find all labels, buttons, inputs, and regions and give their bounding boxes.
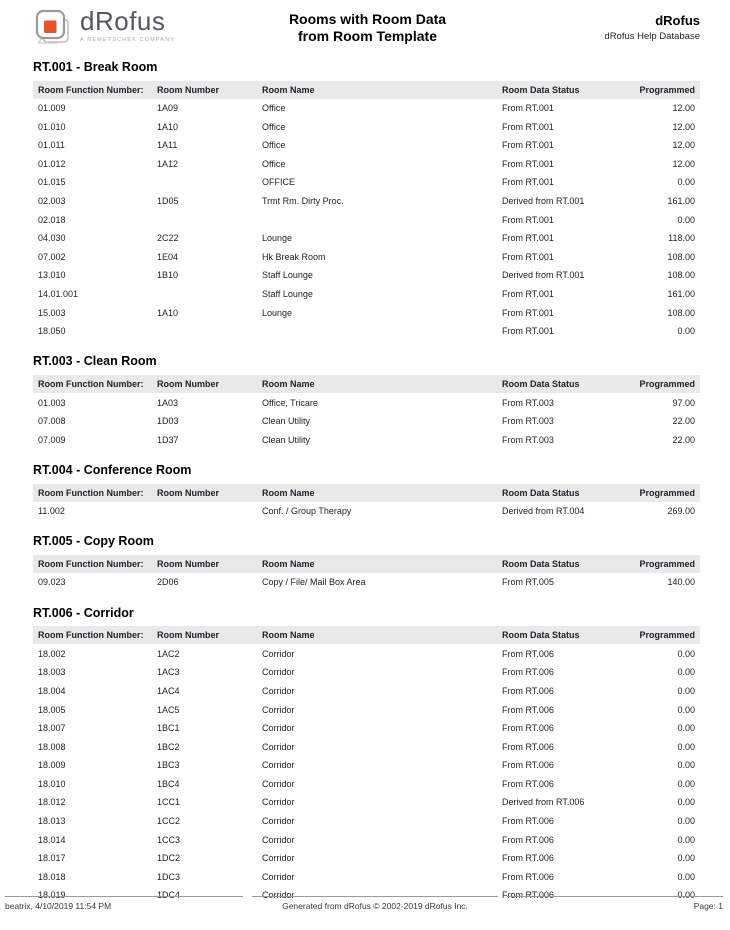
cell-room-number: 1B10 [157,270,179,281]
cell-room-data-status: From RT.006 [502,778,554,789]
cell-programmed: 12.00 [672,140,695,151]
cell-room-name: Lounge [262,233,293,244]
cell-room-number: 1CC1 [157,797,181,808]
table-row [33,573,700,592]
cell-room-number [152,210,257,229]
table-row [33,155,700,174]
table-row [33,266,700,285]
room-template-section [33,607,700,905]
cell-room-name: Corridor [262,778,295,789]
table-row [33,812,700,831]
cell-room-name: Copy / File/ Mail Box Area [262,577,366,588]
cell-room-name: Office, Tricare [262,397,318,408]
cell-room-data-status: From RT.001 [502,251,554,262]
cell-room-data-status: From RT.006 [502,704,554,715]
table-row [33,849,700,868]
database-brand: dRofus [655,13,700,28]
cell-programmed: 161.00 [667,196,695,207]
table-row [33,285,700,304]
table-row [33,248,700,267]
cell-room-number: 2C22 [157,233,179,244]
rooms-table [33,626,700,904]
table-row [33,173,700,192]
cell-room-function-number: 07.008 [38,416,66,427]
cell-programmed: 0.00 [677,760,695,771]
table-header-row [33,555,700,573]
table-row [33,322,700,341]
cell-room-function-number: 02.018 [38,214,66,225]
table-header-row [33,375,700,393]
table-row [33,663,700,682]
report-footer [5,896,723,911]
footer-generated-text: Generated from dRofus © 2002-2019 dRofus Inc. [252,896,499,911]
cell-programmed: 12.00 [672,103,695,114]
cell-room-data-status: From RT.006 [502,816,554,827]
cell-programmed: 0.00 [677,741,695,752]
table-row [33,502,700,521]
room-template-section [33,535,700,591]
table-row [33,412,700,431]
column-header: Room Function Number: [33,555,152,573]
cell-programmed: 12.00 [672,158,695,169]
section-title: RT.003 - Clean Room [33,354,157,369]
cell-room-name: Staff Lounge [262,288,313,299]
cell-room-name: Conf. / Group Therapy [262,506,352,517]
rooms-table [33,555,700,592]
cell-room-number: 1BC2 [157,741,180,752]
table-row [33,830,700,849]
cell-room-function-number: 01.012 [38,158,66,169]
cell-programmed: 161.00 [667,288,695,299]
cell-room-number: 1BC4 [157,778,180,789]
cell-room-number: 2D06 [157,577,179,588]
section-title: RT.006 - Corridor [33,605,134,620]
cell-programmed: 0.00 [677,816,695,827]
column-header: Room Function Number: [33,626,152,644]
column-header: Room Name [257,555,497,573]
cell-room-data-status: From RT.001 [502,326,554,337]
cell-room-data-status: From RT.001 [502,140,554,151]
cell-room-number: 1D05 [157,196,179,207]
logo [35,8,289,46]
cell-room-function-number: 18.010 [38,778,66,789]
table-row [33,719,700,738]
column-header: Programmed [630,484,700,502]
room-template-section [33,355,700,449]
cell-room-data-status: From RT.006 [502,760,554,771]
cell-room-name: Corridor [262,871,295,882]
cell-room-function-number: 18.018 [38,871,66,882]
table-row [33,117,700,136]
cell-room-function-number: 18.050 [38,326,66,337]
cell-room-function-number: 18.012 [38,797,66,808]
cell-room-number [152,322,257,341]
column-header: Room Number [152,484,257,502]
cell-room-number: 1AC3 [157,667,180,678]
cell-programmed: 0.00 [677,853,695,864]
cell-room-function-number: 18.008 [38,741,66,752]
cell-room-name: Corridor [262,816,295,827]
cell-room-name: Office [262,158,286,169]
cell-programmed: 0.00 [677,704,695,715]
cell-programmed: 12.00 [672,121,695,132]
cell-room-data-status: Derived from RT.001 [502,196,585,207]
cell-programmed: 0.00 [677,177,695,188]
table-row [33,430,700,449]
table-row [33,210,700,229]
room-template-section [33,464,700,520]
column-header: Room Name [257,626,497,644]
cell-room-data-status: Derived from RT.004 [502,506,585,517]
cell-programmed: 0.00 [677,685,695,696]
cell-programmed: 0.00 [677,778,695,789]
cell-room-data-status: From RT.006 [502,890,554,901]
cell-room-data-status: From RT.006 [502,834,554,845]
cell-room-name: Lounge [262,307,293,318]
cell-room-function-number: 09.023 [38,577,66,588]
cell-room-name: Corridor [262,797,295,808]
cell-room-name: Corridor [262,685,295,696]
column-header: Room Number [152,555,257,573]
cell-room-data-status: From RT.003 [502,397,554,408]
table-row [33,775,700,794]
cell-room-data-status: From RT.003 [502,416,554,427]
column-header: Room Name [257,375,497,393]
column-header: Room Name [257,484,497,502]
cell-room-name [257,210,497,229]
cell-room-number: 1AC5 [157,704,180,715]
cell-room-data-status: From RT.005 [502,577,554,588]
cell-room-number: 1AC4 [157,685,180,696]
cell-room-number: 1CC3 [157,834,181,845]
cell-room-function-number: 18.017 [38,853,66,864]
table-row [33,393,700,412]
cell-room-data-status: From RT.001 [502,177,554,188]
cell-room-name: Clean Utility [262,434,311,445]
cell-programmed: 97.00 [672,397,695,408]
cell-room-function-number: 18.014 [38,834,66,845]
rooms-table [33,81,700,341]
cell-room-data-status: From RT.006 [502,853,554,864]
cell-room-data-status: From RT.006 [502,685,554,696]
report-body [33,61,700,905]
cell-room-function-number: 14.01.001 [38,288,79,299]
cell-room-number: 1D37 [157,434,179,445]
cell-room-number [152,173,257,192]
column-header: Room Function Number: [33,375,152,393]
cell-room-number [152,285,257,304]
cell-room-name: Office [262,121,286,132]
cell-room-function-number: 01.009 [38,103,66,114]
cell-room-function-number: 04.030 [38,233,66,244]
cell-room-function-number: 11.002 [38,506,65,517]
cell-room-name: Office [262,140,286,151]
cell-programmed: 0.00 [677,648,695,659]
cell-room-data-status: From RT.001 [502,233,554,244]
cell-room-number: 1BC1 [157,723,180,734]
cell-room-name: Corridor [262,723,295,734]
rooms-table [33,484,700,521]
cell-room-function-number: 01.010 [38,121,66,132]
column-header: Room Function Number: [33,484,152,502]
cell-room-name: Corridor [262,853,295,864]
cell-room-number: 1D03 [157,416,179,427]
cell-room-function-number: 01.011 [38,140,65,151]
logo-brand-text: dRofus [80,6,166,36]
cell-room-data-status: From RT.006 [502,667,554,678]
cell-room-data-status: From RT.001 [502,158,554,169]
cell-room-number: 1AC2 [157,648,180,659]
cell-room-name: Corridor [262,760,295,771]
cell-room-number: 1CC2 [157,816,181,827]
cell-room-data-status: From RT.006 [502,741,554,752]
column-header: Programmed [630,555,700,573]
cell-room-name: Office [262,103,286,114]
database-info [446,8,700,42]
table-row [33,192,700,211]
cell-programmed: 0.00 [677,667,695,678]
report-header [0,0,730,46]
cell-room-function-number: 18.004 [38,685,66,696]
cell-programmed: 0.00 [677,871,695,882]
cell-programmed: 108.00 [667,251,695,262]
cell-room-number: 1A11 [157,140,178,151]
cell-room-function-number: 18.009 [38,760,66,771]
cell-room-data-status: From RT.001 [502,307,554,318]
cell-programmed: 0.00 [677,326,695,337]
cell-room-data-status: From RT.001 [502,121,554,132]
cell-programmed: 0.00 [677,723,695,734]
cell-programmed: 140.00 [667,577,695,588]
table-row [33,756,700,775]
report-title-line1: Rooms with Room Data [288,11,447,27]
cell-room-data-status: Derived from RT.001 [502,270,585,281]
section-title: RT.001 - Break Room [33,60,158,74]
cell-room-name: Trmt Rm. Dirty Proc. [262,196,344,207]
cell-programmed: 118.00 [668,233,695,244]
cell-programmed: 108.00 [667,307,695,318]
cell-room-number: 1BC3 [157,760,180,771]
cell-programmed: 22.00 [672,416,695,427]
cell-room-number: 1A12 [157,158,179,169]
cell-room-number [152,502,257,521]
database-subtitle: dRofus Help Database [604,31,700,42]
column-header: Room Number [152,81,257,99]
table-row [33,868,700,887]
footer-page-number: Page: 1 [507,896,723,911]
cell-room-function-number: 02.003 [38,196,66,207]
table-header-row [33,626,700,644]
table-row [33,793,700,812]
cell-room-function-number: 18.019 [38,890,66,901]
cell-room-name: Staff Lounge [262,270,313,281]
table-row [33,99,700,118]
table-row [33,229,700,248]
column-header: Programmed [630,626,700,644]
column-header: Room Number [152,626,257,644]
cell-programmed: 22.00 [672,434,695,445]
cell-room-data-status: From RT.001 [502,214,554,225]
column-header: Programmed [630,375,700,393]
column-header: Room Data Status [497,626,630,644]
cell-room-number: 1A10 [157,121,179,132]
cell-room-data-status: From RT.001 [502,103,554,114]
cell-room-number: 1DC2 [157,853,181,864]
table-row [33,737,700,756]
cell-room-data-status: From RT.006 [502,723,554,734]
cell-room-function-number: 18.003 [38,667,66,678]
cell-room-name: Corridor [262,648,295,659]
table-row [33,303,700,322]
table-header-row [33,81,700,99]
cell-room-number: 1DC3 [157,871,181,882]
cell-programmed: 0.00 [677,797,695,808]
cell-room-data-status: From RT.001 [502,288,554,299]
drofus-logo-icon [35,9,73,46]
cell-room-function-number: 18.007 [38,723,66,734]
cell-room-number: 1A03 [157,397,179,408]
cell-room-function-number: 07.002 [38,251,66,262]
cell-room-function-number: 18.013 [38,816,66,827]
column-header: Room Number [152,375,257,393]
cell-room-number: 1A10 [157,307,179,318]
table-row [33,644,700,663]
rooms-table [33,375,700,449]
cell-room-data-status: From RT.003 [502,434,554,445]
report-title [289,8,446,44]
table-row [33,682,700,701]
cell-room-function-number: 07.009 [38,434,66,445]
cell-room-function-number: 15.003 [38,307,66,318]
cell-room-number: 1E04 [157,251,179,262]
cell-room-number: 1A09 [157,103,179,114]
column-header: Programmed [630,81,700,99]
cell-room-number: 1DC4 [157,890,181,901]
column-header: Room Data Status [497,375,630,393]
report-title-line2: from Room Template [298,27,437,44]
cell-room-function-number: 01.003 [38,397,66,408]
cell-room-name: Corridor [262,741,295,752]
column-header: Room Data Status [497,484,630,502]
column-header: Room Name [257,81,497,99]
cell-programmed: 0.00 [677,834,695,845]
logo-tagline: A NEMETSCHEK COMPANY [80,37,176,44]
cell-room-function-number: 18.002 [38,648,66,659]
section-title: RT.004 - Conference Room [33,463,192,477]
table-row [33,700,700,719]
cell-room-name: OFFICE [262,177,295,188]
cell-room-data-status: Derived from RT.006 [502,797,585,808]
cell-room-function-number: 18.005 [38,704,66,715]
cell-room-name: Corridor [262,890,295,901]
column-header: Room Data Status [497,555,630,573]
cell-programmed: 269.00 [667,506,695,517]
cell-programmed: 0.00 [677,214,695,225]
cell-room-name: Hk Break Room [262,251,326,262]
cell-room-name: Clean Utility [262,416,311,427]
cell-room-data-status: From RT.006 [502,648,554,659]
footer-user-datetime: beatrix, 4/10/2019 11:54 PM [5,896,243,911]
cell-room-name: Corridor [262,834,295,845]
cell-room-name [257,322,497,341]
cell-programmed: 108.00 [667,270,695,281]
cell-room-function-number: 13.010 [38,270,66,281]
room-template-section [33,61,700,340]
section-title: RT.005 - Copy Room [33,534,154,549]
cell-room-name: Corridor [262,667,295,678]
cell-room-function-number: 01.015 [38,177,66,188]
cell-programmed: 0.00 [677,890,695,901]
table-header-row [33,484,700,502]
table-row [33,136,700,155]
cell-room-name: Corridor [262,704,295,715]
cell-room-data-status: From RT.006 [502,871,554,882]
column-header: Room Data Status [497,81,630,99]
column-header: Room Function Number: [33,81,152,99]
